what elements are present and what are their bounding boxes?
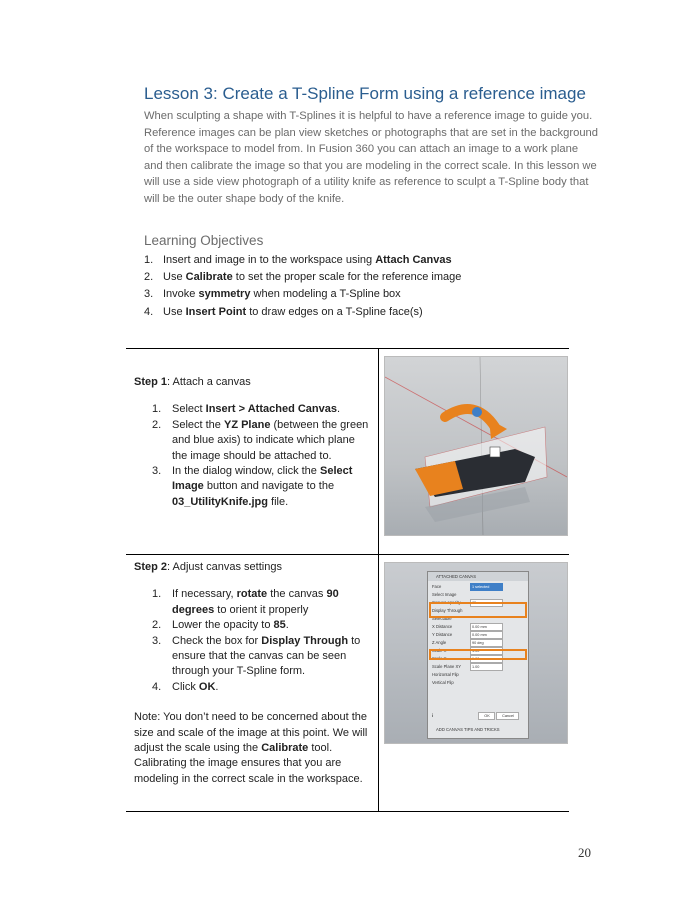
- dialog-field[interactable]: 85: [470, 599, 503, 607]
- item-number: 4.: [152, 680, 162, 693]
- ok-button[interactable]: OK: [478, 712, 495, 720]
- steps-table: [126, 348, 569, 812]
- step-item: [134, 618, 372, 633]
- canvas-settings-image: [384, 562, 568, 744]
- intro-paragraph: When sculpting a shape with T-Splines it is helpful to have a reference image to guide you. Reference images can be plan view sketches or photographs that are set in the background of the workspace to model from. In Fusion 360 you can attach an image to a work plane and then calibrate the image so that you are modeling in the correct scale. In this lesson we will use a side view photograph of a utility knife as reference to sculpt a T-Spline body that will be the outer shape body of the knife.: [144, 110, 598, 205]
- text-run: Select the: [172, 418, 224, 431]
- text-run: button and navigate to the: [203, 480, 335, 493]
- table-rule: [126, 348, 569, 349]
- bold-text: Select Image: [172, 465, 353, 493]
- text-run: .: [215, 680, 219, 693]
- item-number: 2.: [144, 271, 154, 284]
- dialog-row-label: Selectable: [432, 616, 452, 621]
- text-run: Check the box for: [172, 634, 262, 647]
- bold-text: Display Through: [261, 634, 349, 647]
- text-run: .: [336, 403, 341, 416]
- dialog-field[interactable]: 0.00 mm: [470, 631, 503, 639]
- text-run: Invoke: [163, 288, 199, 301]
- dialog-field[interactable]: 1.00: [470, 647, 503, 655]
- face-label: Face: [432, 584, 442, 589]
- step-heading: [134, 560, 372, 575]
- dialog-field[interactable]: 0.00 mm: [470, 623, 503, 631]
- item-number: 1.: [152, 588, 162, 601]
- step-label: Step 2: [134, 561, 168, 573]
- dialog-row-label: Scale X: [432, 648, 447, 653]
- bold-text: rotate: [236, 588, 268, 601]
- item-number: 4.: [144, 305, 154, 318]
- item-number: 2.: [152, 619, 162, 632]
- text-run: Lower the opacity to: [172, 619, 274, 632]
- bold-text: Calibrate: [185, 271, 233, 284]
- dialog-row-label: X Distance: [432, 624, 453, 629]
- item-number: 3.: [152, 634, 162, 647]
- face-selection[interactable]: 1 selected: [470, 583, 503, 591]
- step-title: : Attach a canvas: [167, 376, 251, 388]
- step-item: [134, 587, 372, 618]
- dialog-row-label: Scale Y: [432, 656, 447, 661]
- dialog-title: ATTACHED CANVAS: [428, 572, 528, 581]
- text-run: to draw edges on a T-Spline face(s): [246, 305, 423, 318]
- knife-canvas-illustration: [385, 357, 567, 535]
- dialog-row-label: Select Image: [432, 592, 457, 597]
- attached-canvas-dialog: [427, 571, 529, 739]
- step-label: Step 1: [134, 376, 168, 388]
- lesson-title: Lesson 3: Create a T-Spline Form using a reference image: [144, 84, 586, 103]
- step-list: [134, 587, 372, 695]
- step-list: [134, 402, 372, 510]
- bold-text: YZ Plane: [223, 418, 271, 431]
- objective-item: [144, 286, 461, 303]
- text-run: Select: [172, 403, 206, 416]
- objective-item: [144, 269, 461, 286]
- cancel-button[interactable]: Cancel: [496, 712, 519, 720]
- text-run: Note: You don’t need to be concerned about the size and scale of the image at this point. We will adjust the scale using the: [134, 711, 368, 755]
- opacity-highlight: [429, 602, 527, 618]
- page-number: 20: [578, 845, 591, 860]
- bold-text: Attach Canvas: [375, 254, 452, 266]
- dialog-row-label: Display Through: [432, 608, 463, 613]
- dialog-row-label: Canvas opacity: [432, 600, 461, 605]
- text-run: tool. Calibrating the image ensures that you are modeling in the correct scale in the workspace.: [134, 742, 363, 785]
- text-run: the canvas: [267, 588, 327, 601]
- bold-text: 03_UtilityKnife.jpg: [172, 495, 268, 508]
- step1-text: [134, 375, 372, 510]
- text-run: If necessary,: [172, 588, 237, 601]
- step-note: [134, 710, 372, 787]
- table-divider: [378, 348, 379, 812]
- dialog-row-label: Vertical Flip: [432, 680, 454, 685]
- text-run: file.: [267, 495, 289, 508]
- text-run: Use: [163, 305, 186, 318]
- text-run: when modeling a T-Spline box: [250, 288, 401, 301]
- item-number: 2.: [152, 418, 162, 431]
- text-run: Click: [172, 680, 199, 693]
- bold-text: Insert > Attached Canvas: [205, 403, 337, 416]
- dialog-field[interactable]: 1.00: [470, 663, 503, 671]
- table-rule: [126, 811, 569, 812]
- step-item: [134, 464, 372, 510]
- text-run: Use: [163, 271, 186, 284]
- dialog-footer[interactable]: ADD CANVAS TIPS AND TRICKS: [436, 727, 500, 732]
- bold-text: 90 degrees: [172, 588, 339, 616]
- step2-text: [134, 560, 372, 787]
- item-number: 3.: [144, 288, 154, 301]
- dialog-row-label: Y Distance: [432, 632, 453, 637]
- item-number: 1.: [144, 254, 154, 266]
- info-icon[interactable]: i: [432, 713, 434, 718]
- text-run: to set the proper scale for the reference image: [232, 271, 462, 284]
- bold-text: OK: [198, 680, 216, 693]
- objective-item: [144, 252, 461, 269]
- objectives-list: [144, 252, 461, 321]
- text-run: to ensure that the canvas can be seen through your T-Spline form.: [172, 634, 361, 678]
- step-item: [134, 418, 372, 464]
- dialog-row-label: Z Angle: [432, 640, 447, 645]
- dialog-field[interactable]: 1.00: [470, 655, 503, 663]
- text-run: to orient it properly: [214, 603, 309, 616]
- text-run: Insert and image in to the workspace using: [163, 254, 376, 266]
- step-item: [134, 402, 372, 417]
- bold-text: 85: [273, 619, 286, 632]
- bold-text: symmetry: [198, 288, 251, 301]
- objectives-heading: Learning Objectives: [144, 233, 264, 248]
- objective-item: [144, 304, 461, 321]
- text-run: .: [285, 619, 289, 632]
- canvas-attach-image: [384, 356, 568, 536]
- step-heading: [134, 375, 372, 390]
- item-number: 3.: [152, 465, 162, 478]
- bold-text: Insert Point: [185, 305, 247, 318]
- text-run: In the dialog window, click the: [172, 465, 320, 478]
- text-run: (between the green and blue axis) to indicate which plane the image should be attached to.: [172, 418, 369, 462]
- step-item: [134, 680, 372, 695]
- dialog-row-label: Scale Plane XY: [432, 664, 462, 669]
- angle-highlight: [429, 649, 527, 660]
- bold-text: Calibrate: [261, 742, 309, 755]
- step-title: : Adjust canvas settings: [167, 561, 282, 573]
- dialog-row-label: Horizontal Flip: [432, 672, 459, 677]
- step-item: [134, 634, 372, 680]
- item-number: 1.: [152, 403, 162, 416]
- table-rule: [126, 554, 569, 555]
- dialog-field[interactable]: 90 deg: [470, 639, 503, 647]
